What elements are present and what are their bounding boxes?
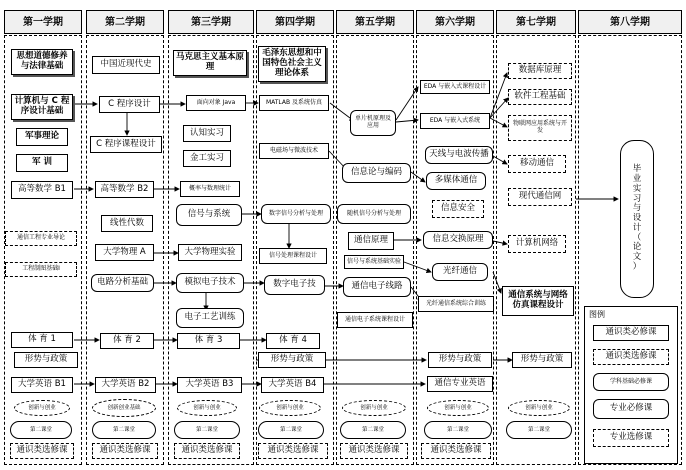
course-metalwork-practice: 金工实习: [183, 150, 231, 167]
legend-general-required: 通识类必修课: [593, 325, 669, 341]
course-elective-6: 通识类选修课: [421, 443, 491, 459]
course-military-training: 军 训: [16, 154, 68, 172]
course-c-design: C 程序课程设计: [90, 136, 162, 153]
grad-char: 实: [632, 183, 642, 194]
course-elective-5: 通识类选修课: [340, 443, 408, 459]
course-probability: 概率与数理统计: [180, 181, 240, 197]
course-elective-3: 通识类选修课: [174, 443, 240, 459]
course-digital-electronics: 数字电子技: [264, 275, 325, 295]
graduation-project: [620, 140, 654, 298]
course-mobile-comm: 移动通信: [508, 155, 566, 173]
course-innovation-basics: 创新创业基础: [92, 399, 156, 417]
course-info-security: 信息安全: [432, 200, 484, 218]
grad-char: 计: [632, 222, 642, 233]
course-pe-4: 体 育 4: [266, 333, 320, 349]
course-comm-principles: 通信原理: [348, 232, 394, 250]
grad-char: 与: [632, 203, 642, 214]
course-multimedia: 多媒体通信: [426, 172, 486, 190]
grad-char: 设: [632, 213, 642, 224]
course-innovation-5: 创新与创业: [342, 400, 406, 416]
semester-header-4: 第四学期: [256, 10, 334, 34]
semester-header-7: 第七学期: [496, 10, 576, 34]
course-math-b2: 高等数学 B2: [95, 181, 154, 198]
course-military-theory: 军事理论: [16, 128, 68, 146]
legend-title: 图例: [589, 310, 605, 319]
course-pe-3: 体 育 3: [177, 333, 240, 349]
course-english-b4: 大学英语 B4: [261, 377, 324, 393]
course-signal-design: 信号处理课程设计: [259, 248, 327, 264]
course-optical-comm: 光纤通信: [432, 263, 488, 281]
course-c-programming: C 程序设计: [99, 96, 160, 113]
semester-header-1: 第一学期: [4, 10, 82, 34]
course-comm-circuits: 通信电子线路: [343, 277, 411, 297]
course-iot: 物联网应用系统与开发: [508, 115, 572, 141]
course-english-b2: 大学英语 B2: [95, 377, 156, 393]
legend-major-required: 专业必修课: [593, 399, 669, 419]
course-circuit-analysis: 电路分析基础: [91, 274, 154, 292]
course-mcu: 单片机原理及应用: [350, 110, 396, 136]
course-engineering-drawing: 工程制图基础I: [5, 262, 77, 277]
semester-header-5: 第五学期: [336, 10, 414, 34]
course-dsp: 数字信号分析与处理: [261, 204, 331, 224]
course-elective-2: 通识类选修课: [92, 443, 158, 459]
grad-char: 文: [632, 252, 642, 263]
grad-char: 论: [632, 242, 642, 253]
course-electronic-process: 电子工艺训练: [176, 308, 244, 328]
course-second-class-6: 第二课堂: [424, 421, 492, 439]
course-signal-lab: 信号与系统基础实验: [344, 255, 404, 269]
legend-discipline-required: 学科基础必修课: [593, 373, 669, 391]
legend: [584, 306, 678, 464]
course-matlab: MATLAB 及系统仿真: [259, 95, 329, 111]
course-modern-network: 现代通信网: [508, 188, 572, 206]
course-policy-7: 形势与政策: [512, 352, 572, 368]
semester-header-2: 第二学期: [86, 10, 164, 34]
legend-general-elective: 通识类选修课: [593, 349, 669, 365]
course-pe-2: 体 育 2: [100, 333, 154, 349]
course-second-class-1: 第二课堂: [10, 421, 72, 439]
course-policy-1: 形势与政策: [14, 352, 78, 368]
course-comm-circuit-design: 通信电子系统课程设计: [337, 312, 413, 328]
grad-char: 业: [632, 174, 642, 185]
course-innovation-3: 创新与创业: [177, 400, 237, 416]
grad-char: ）: [632, 261, 642, 272]
grad-char: 毕: [632, 164, 642, 175]
course-signals-systems: 信号与系统: [176, 204, 242, 226]
semester-header-8: 第八学期: [578, 10, 682, 34]
course-elective-4: 通识类选修课: [258, 443, 328, 459]
course-eda-system: EDA 与嵌入式系统: [420, 113, 490, 129]
course-analog-electronics: 模拟电子技术: [176, 273, 244, 293]
course-second-class-2: 第二课堂: [92, 421, 156, 439]
course-antenna: 天线与电波传播: [425, 146, 493, 164]
course-second-class-3: 第二课堂: [174, 421, 240, 439]
course-information-coding: 信息论与编码: [342, 163, 411, 183]
course-optical-training: 光纤通信系统综合训练: [418, 296, 494, 312]
course-database: 数据库原理: [508, 63, 572, 79]
course-eda-design: EDA 与嵌入式课程设计: [420, 80, 490, 94]
course-comm-english: 通信专业英语: [427, 376, 493, 392]
course-physics-a: 大学物理 A: [95, 244, 154, 261]
course-elective-1: 通识类选修课: [10, 443, 74, 459]
course-cognition-practice: 认知实习: [183, 125, 231, 142]
course-second-class-5: 第二课堂: [340, 421, 406, 439]
course-innovation-4: 创新与创业: [259, 400, 321, 416]
course-java: 面向对象 Java: [186, 95, 246, 111]
course-innovation-6: 创新与创业: [427, 400, 489, 416]
semester-header-3: 第三学期: [168, 10, 254, 34]
course-ideology-law: 思想道德修养与法律基础: [11, 49, 73, 75]
semester-header-6: 第六学期: [416, 10, 494, 34]
course-second-class-4: 第二课堂: [258, 421, 324, 439]
course-linear-algebra: 线性代数: [101, 215, 153, 232]
course-second-class-7: 第二课堂: [506, 421, 572, 439]
course-modern-history: 中国近现代史: [92, 56, 160, 74]
course-computer-c-basics: 计算机与 C 程序设计基础: [11, 94, 73, 120]
grad-char: 习: [632, 193, 642, 204]
course-english-b3: 大学英语 B3: [177, 377, 242, 393]
course-english-b1: 大学英语 B1: [11, 377, 73, 393]
grad-char: （: [632, 232, 642, 243]
course-policy-6: 形势与政策: [428, 352, 492, 368]
course-computer-network: 计算机网络: [508, 235, 566, 253]
course-marxism: 马克思主义基本原理: [173, 50, 247, 76]
course-maoism-socialism: 毛泽东思想和中国特色社会主义理论体系: [258, 46, 326, 82]
course-intro-telecom: 通信工程专业导论: [5, 231, 77, 246]
course-pe-1: 体 育 1: [11, 332, 73, 348]
legend-major-elective: 专业选修课: [593, 429, 669, 447]
course-physics-lab: 大学物理实验: [178, 244, 242, 261]
course-policy-4: 形势与政策: [258, 352, 326, 368]
course-electromagnetic: 电磁场与微波技术: [259, 143, 329, 159]
course-random-signals: 随机信号分析与处理: [337, 204, 411, 224]
course-info-switching: 信息交换原理: [423, 231, 493, 249]
course-software-eng: 软件工程基础: [508, 89, 572, 105]
course-math-b1: 高等数学 B1: [11, 181, 73, 199]
course-network-simulation: 通信系统与网络仿真课程设计: [502, 286, 574, 316]
course-innovation-1: 创新与创业: [14, 400, 70, 416]
course-innovation-7: 创新与创业: [508, 400, 570, 416]
